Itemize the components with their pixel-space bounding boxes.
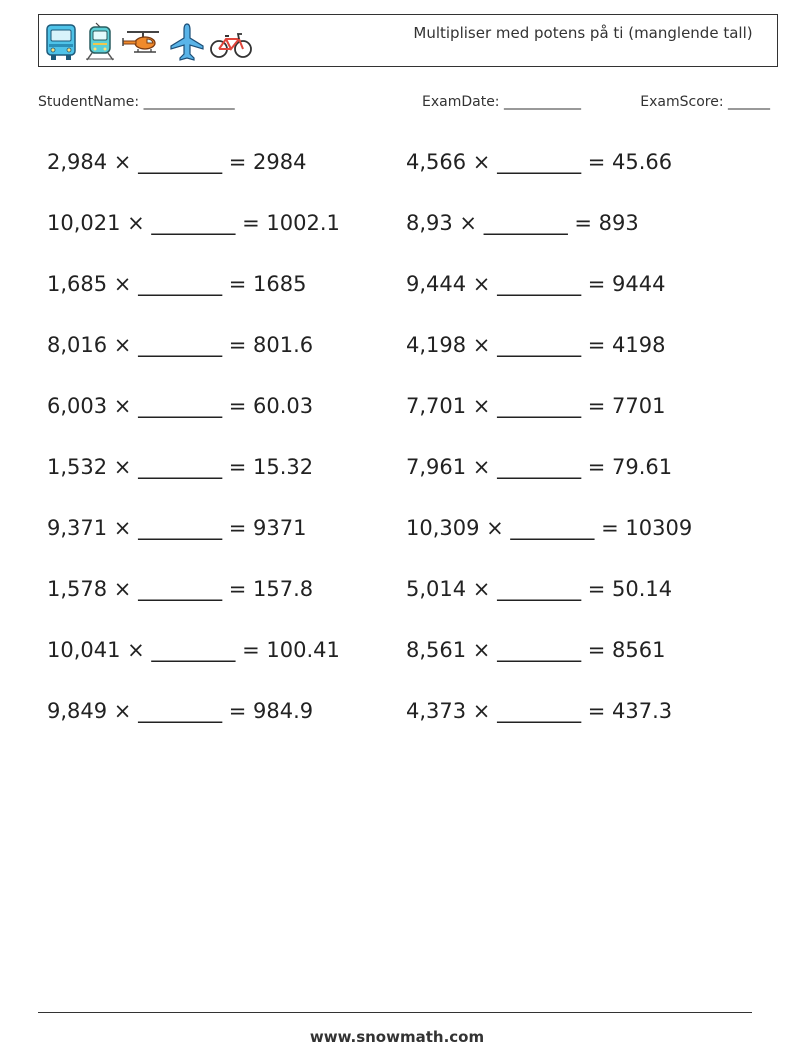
student-name-field: StudentName: _____________ — [38, 94, 235, 110]
problem-item: 1,685 × ________ = 1685 — [47, 272, 307, 296]
problem-item: 7,701 × ________ = 7701 — [406, 394, 666, 418]
problem-item: 10,309 × ________ = 10309 — [406, 516, 693, 540]
problem-item: 10,041 × ________ = 100.41 — [47, 638, 340, 662]
header-box — [38, 14, 778, 67]
problem-item: 8,561 × ________ = 8561 — [406, 638, 666, 662]
worksheet-title: Multipliser med potens på ti (manglende tall) — [413, 24, 753, 42]
problem-item: 8,016 × ________ = 801.6 — [47, 333, 314, 357]
problem-item: 1,532 × ________ = 15.32 — [47, 455, 314, 479]
problem-item: 9,444 × ________ = 9444 — [406, 272, 666, 296]
exam-score-field: ExamScore: ______ — [640, 94, 770, 110]
transport-icons — [43, 21, 253, 63]
problem-item: 4,198 × ________ = 4198 — [406, 333, 666, 357]
problem-item: 4,566 × ________ = 45.66 — [406, 150, 673, 174]
bicycle-icon — [209, 22, 253, 62]
footer-divider — [38, 1012, 752, 1013]
footer-url: www.snowmath.com — [309, 1028, 485, 1046]
airplane-icon — [169, 22, 205, 62]
problem-item: 2,984 × ________ = 2984 — [47, 150, 307, 174]
exam-date-field: ExamDate: ___________ — [422, 94, 581, 110]
problem-item: 4,373 × ________ = 437.3 — [406, 699, 673, 723]
problem-item: 7,961 × ________ = 79.61 — [406, 455, 673, 479]
problem-item: 6,003 × ________ = 60.03 — [47, 394, 314, 418]
problem-item: 5,014 × ________ = 50.14 — [406, 577, 673, 601]
helicopter-icon — [121, 22, 165, 62]
bus-icon — [43, 22, 79, 62]
tram-icon — [83, 22, 117, 62]
problem-item: 10,021 × ________ = 1002.1 — [47, 211, 340, 235]
problem-item: 1,578 × ________ = 157.8 — [47, 577, 314, 601]
problem-item: 9,371 × ________ = 9371 — [47, 516, 307, 540]
problem-grid — [47, 146, 747, 756]
problem-item: 9,849 × ________ = 984.9 — [47, 699, 314, 723]
student-info-row — [38, 94, 770, 114]
problem-item: 8,93 × ________ = 893 — [406, 211, 639, 235]
